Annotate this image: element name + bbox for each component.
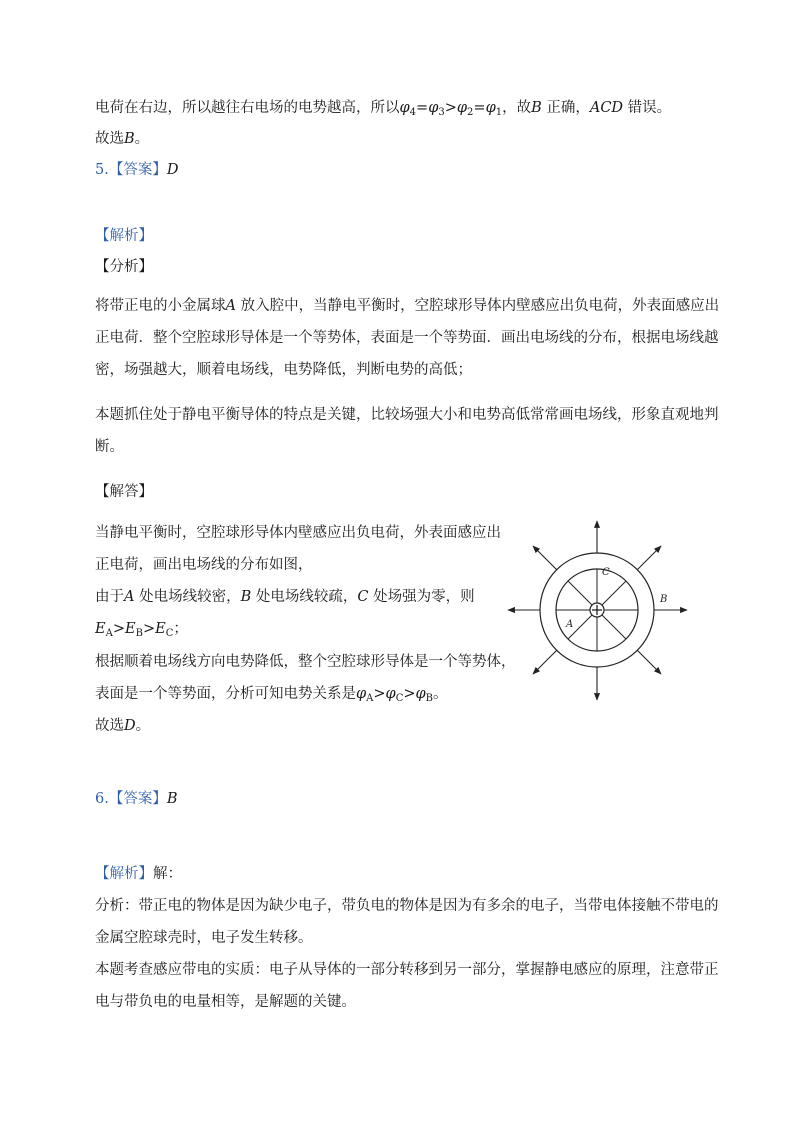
- q5-analysis-line-2: 正电荷．整个空腔球形导体是一个等势体，表面是一个等势面．画出电场线的分布，根据电场线越: [95, 330, 719, 346]
- q6-analysis-line-1: 分析：带正电的物体是因为缺少电子，带负电的物体是因为有多余的电子，当带电体接触不带电的: [95, 898, 719, 914]
- q6-answer-heading: 6.【答案】B: [95, 791, 178, 807]
- q6-jiexi-line: 【解析】解：: [95, 866, 182, 882]
- q5-jieda-tag: 【解答】: [95, 484, 153, 500]
- sphere-plus-sign: [592, 605, 602, 615]
- q5-analysis-line-3: 密，场强越大，顺着电场线，电势降低，判断电势的高低；: [95, 362, 472, 378]
- label-C: C: [602, 567, 610, 578]
- field-line-figure: [505, 518, 690, 703]
- q6-analysis-line-2: 金属空腔球壳时，电子发生转移。: [95, 930, 313, 946]
- q5-fenxi-tag: 【分析】: [95, 259, 153, 275]
- label-A: A: [566, 619, 574, 630]
- q4-choice-line: 故选B。: [95, 131, 150, 147]
- q5-jiexi-tag: 【解析】: [95, 228, 153, 244]
- q5-key-line-2: 断。: [95, 439, 124, 455]
- q5-potential-relation: 表面是一个等势面，分析可知电势关系是$\varphi_A>\varphi_C>\varphi_B$。: [95, 686, 448, 704]
- q5-choice-line: 故选D。: [95, 718, 151, 734]
- q5-key-line-1: 本题抓住处于静电平衡导体的特点是关键，比较场强大小和电势高低常常画电场线，形象直观地判: [95, 407, 719, 423]
- q5-solution-line-2: 正电荷，画出电场线的分布如图，: [95, 557, 313, 573]
- q5-solution-line-1: 当静电平衡时，空腔球形导体内壁感应出负电荷，外表面感应出: [95, 525, 501, 541]
- q6-key-line-1: 本题考查感应带电的实质：电子从导体的一部分转移到另一部分，掌握静电感应的原理，注意带正: [95, 962, 719, 978]
- q4-conclusion-line: 电荷在右边，所以越往右电场的电势越高，所以$\varphi_4=\varphi_3>\varphi_2=\varphi_1$，故B 正确，ACD 错误。: [95, 100, 672, 118]
- q5-analysis-line-1: 将带正电的小金属球A 放入腔中，当静电平衡时，空腔球形导体内壁感应出负电荷，外表面感应出: [95, 298, 720, 314]
- q5-solution-line-5: 根据顺着电场线方向电势降低，整个空腔球形导体是一个等势体，: [95, 654, 516, 670]
- q5-solution-line-3: 由于A 处电场线较密，B 处电场线较疏，C 处场强为零，则: [95, 589, 475, 605]
- q5-field-relation: $E_A>E_B>E_C$；: [95, 621, 188, 639]
- label-B: B: [660, 594, 668, 605]
- q5-answer-heading: 5.【答案】D: [95, 162, 179, 178]
- q6-key-line-2: 电与带负电的电量相等，是解题的关键。: [95, 994, 356, 1010]
